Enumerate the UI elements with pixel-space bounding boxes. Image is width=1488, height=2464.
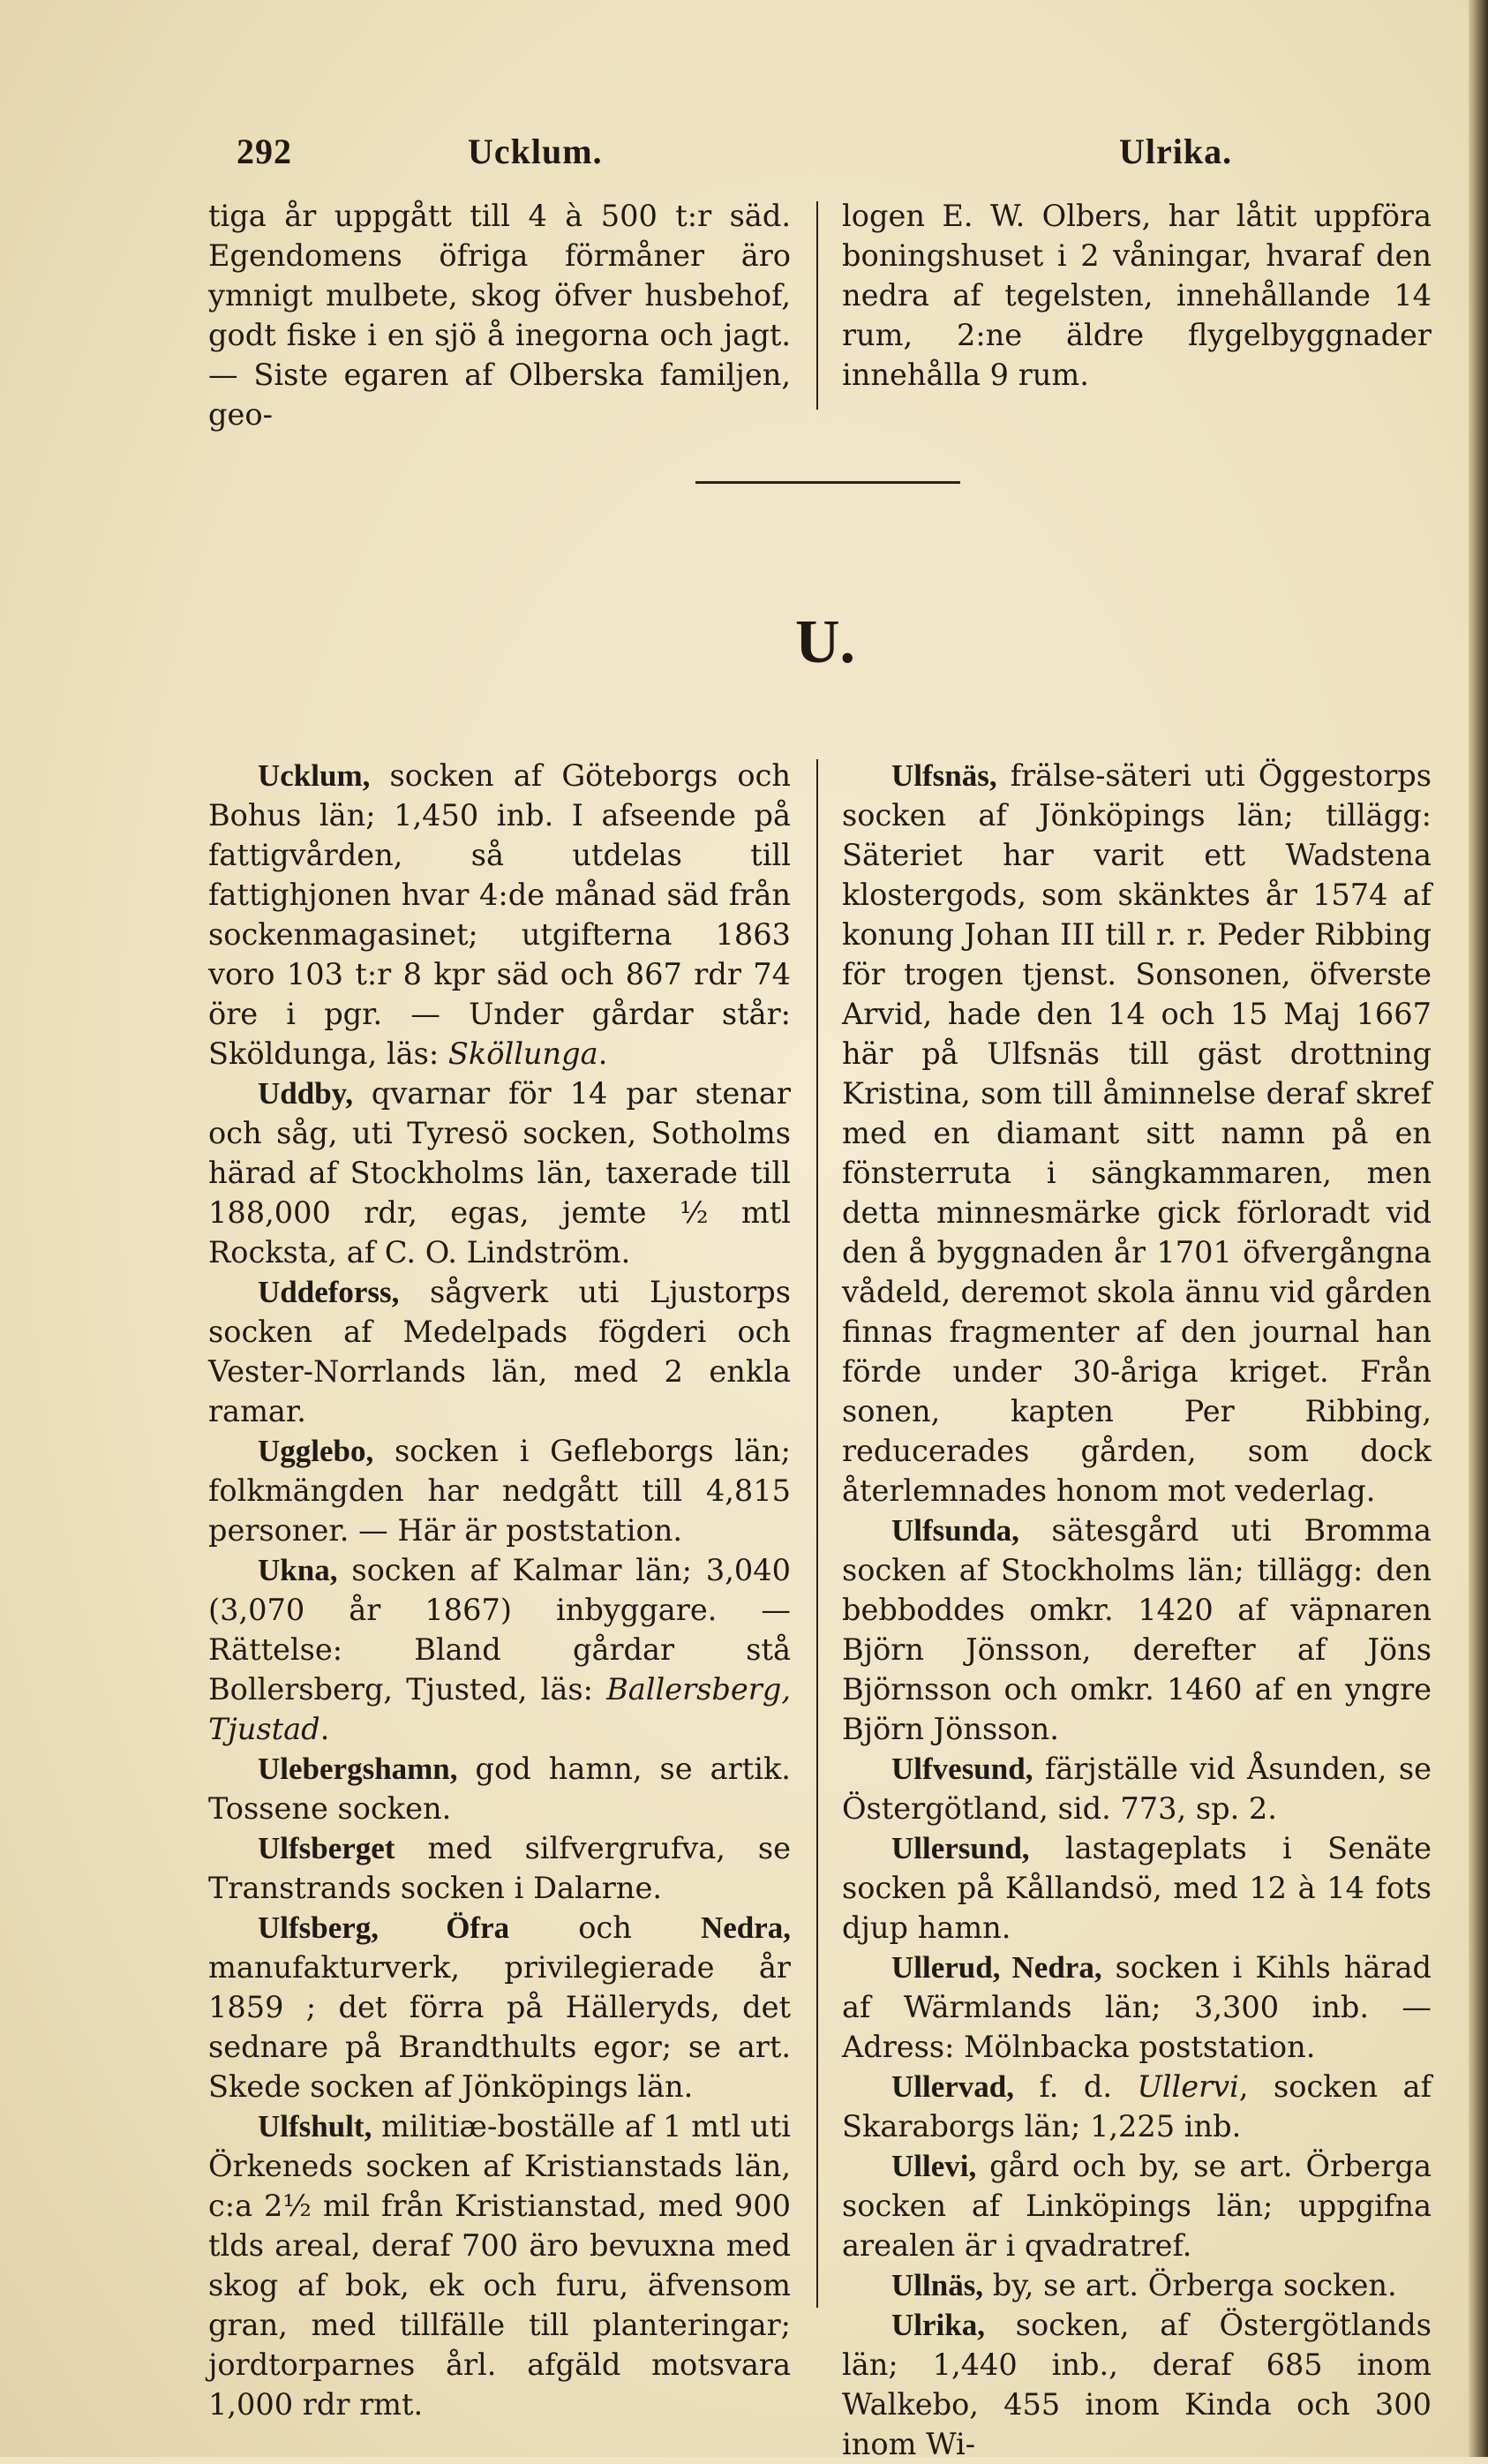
page-edge-shadow bbox=[1469, 0, 1488, 2457]
running-header bbox=[0, 131, 1488, 184]
entry-headword: Ulfvesund, bbox=[891, 1752, 1033, 1786]
entry bbox=[842, 2305, 1432, 2464]
entry bbox=[208, 1431, 791, 1550]
entry-headword: Ukna, bbox=[258, 1553, 338, 1587]
continuation-text-left: tiga år uppgått till 4 à 500 t:r säd. Egendomens öfriga förmåner äro ymnigt mulbete, skog öfver husbehof, godt fiske i en sjö å inegorna och jagt. — Siste egaren af Olberska familjen, geo- bbox=[208, 199, 791, 432]
entry-text: med silfvergrufva, se Transtrands socken i Dalarne. bbox=[208, 1831, 791, 1905]
entry-headword: Nedra, bbox=[700, 1910, 791, 1945]
entry-headword: Ullerud, Nedra, bbox=[891, 1950, 1102, 1985]
entry-italic-text: Ballersberg, Tjustad bbox=[208, 1672, 791, 1746]
entry-italic-text: Sköllunga bbox=[447, 1036, 598, 1071]
entry-text: manufakturverk, privilegierade år 1859 ; det förra på Hälleryds, det sednare på Brandthults egor; se art. Skede socken af Jönköpings län. bbox=[208, 1950, 791, 2104]
entry-headword: Ucklum, bbox=[258, 758, 371, 793]
entry bbox=[842, 1828, 1432, 1948]
entry-headword: Ulrika, bbox=[891, 2308, 985, 2342]
entry-text: qvarnar för 14 par stenar och såg, uti Tyresö socken, Sotholms härad af Stockholms län, taxerade till 188,000 rdr, egas, jemte ½ mtl Rocksta, af C. O. Lindström. bbox=[208, 1076, 791, 1270]
entry bbox=[208, 1272, 791, 1431]
section-letter: U. bbox=[794, 608, 856, 676]
entry-headword: Ullnäs, bbox=[891, 2268, 984, 2302]
section-rule bbox=[695, 481, 960, 484]
entry-text: militiæ-boställe af 1 mtl uti Örkeneds socken af Kristianstads län, c:a 2½ mil från Kristianstad, med 900 tlds areal, deraf 700 äro bevuxna med skog af bok, ek och furu, äfvensom gran, med tillfälle till planteringar; jordtorparnes årl. afgäld motsvara 1,000 rdr rmt. bbox=[208, 2109, 791, 2422]
entry-text: och bbox=[509, 1910, 701, 1945]
continuation-text-right: logen E. W. Olbers, har låtit uppföra boningshuset i 2 våningar, hvaraf den nedra af tegelsten, innehållande 14 rum, 2:ne äldre flygelbyggnader innehålla 9 rum. bbox=[842, 199, 1432, 392]
entry bbox=[208, 2106, 791, 2424]
entry-text: , socken af Skaraborgs län; 1,225 inb. bbox=[842, 2069, 1432, 2144]
entry-italic-text: Ullervi bbox=[1137, 2069, 1239, 2104]
entry bbox=[208, 1828, 791, 1908]
entry bbox=[842, 1511, 1432, 1749]
top-left-column bbox=[208, 196, 791, 434]
entry bbox=[208, 1074, 791, 1272]
entry-headword: Ullervad, bbox=[891, 2069, 1015, 2104]
entry bbox=[208, 1749, 791, 1828]
entry-text: gård och by, se art. Örberga socken af Linköpings län; uppgifna arealen är i qvadratref. bbox=[842, 2149, 1432, 2263]
page-number: 292 bbox=[237, 132, 292, 171]
entry bbox=[208, 1550, 791, 1749]
left-running-head: Ucklum. bbox=[468, 132, 603, 171]
right-entries-column bbox=[842, 756, 1432, 2464]
entry-headword: Uddby, bbox=[258, 1076, 353, 1111]
entry-headword: Ullersund, bbox=[891, 1831, 1030, 1865]
entry-headword: Ulfsunda, bbox=[891, 1513, 1019, 1548]
entry-text: by, se art. Örberga socken. bbox=[983, 2268, 1397, 2302]
column-divider-main bbox=[816, 759, 818, 2308]
entry-headword: Ugglebo, bbox=[258, 1434, 374, 1468]
entry-text: socken af Göteborgs och Bohus län; 1,450 inb. I afseende på fattigvården, så utdelas till fattighjonen hvar 4:de månad säd från sockenmagasinet; utgifterna 1863 voro 103 t:r 8 kpr säd och 867 rdr 74 öre i pgr. — Under gårdar står: Sköldunga, läs: bbox=[208, 758, 791, 1071]
entry-text: sågverk uti Ljustorps socken af Medelpads fögderi och Vester-Norrlands län, med 2 enkla ramar. bbox=[208, 1275, 791, 1428]
entry-text: socken i Kihls härad af Wärmlands län; 3,300 inb. — Adress: Mölnbacka poststation. bbox=[842, 1950, 1432, 2064]
left-entries-column bbox=[208, 756, 791, 2424]
entry bbox=[842, 2146, 1432, 2265]
entry-headword: Uddeforss, bbox=[258, 1275, 400, 1309]
entry bbox=[208, 1908, 791, 2106]
entry-text: frälse-säteri uti Öggestorps socken af Jönköpings län; tillägg: Säteriet har varit ett Wadstena klostergods, som skänktes år 1574 af konung Johan III till r. r. Peder Ribbing för trogen tjenst. Sonsonen, öfverste Arvid, hade den 14 och 15 Maj 1667 här på Ulfsnäs till gäst drottning Kristina, som till åminnelse deraf skref med en diamant sitt namn på en fönsterruta i sängkammaren, men detta minnesmärke gick förloradt vid den å byggnaden år 1701 öfvergångna vådeld, deremot skola ännu vid gården finnas fragmenter af den journal han förde under 30-åriga kriget. Från sonen, kapten Per Ribbing, reducerades gården, som dock återlemnades honom mot vederlag. bbox=[842, 758, 1432, 1508]
entry-headword: Ulfsberget bbox=[258, 1831, 395, 1865]
entry-text: f. d. bbox=[1014, 2069, 1138, 2104]
entry-text: lastageplats i Senäte socken på Kållandsö, med 12 à 14 fots djup hamn. bbox=[842, 1831, 1432, 1945]
entry-headword: Ulfshult, bbox=[258, 2109, 372, 2144]
entry bbox=[842, 2067, 1432, 2146]
entry-text: . bbox=[319, 1712, 330, 1746]
entry-text: socken i Gefleborgs län; folkmängden har nedgått till 4,815 personer. — Här är poststation. bbox=[208, 1434, 791, 1548]
entry-text: färjställe vid Åsunden, se Östergötland, sid. 773, sp. 2. bbox=[842, 1752, 1432, 1826]
top-right-column bbox=[842, 196, 1432, 395]
entry-headword: Ulebergshamn, bbox=[258, 1752, 458, 1786]
entry-text: socken, af Östergötlands län; 1,440 inb., deraf 685 inom Walkebo, 455 inom Kinda och 300 inom Wi- bbox=[842, 2308, 1432, 2461]
entry-text: socken af Kalmar län; 3,040 (3,070 år 1867) inbyggare. — Rättelse: Bland gårdar stå Bollersberg, Tjusted, läs: bbox=[208, 1553, 791, 1707]
entry bbox=[842, 2265, 1432, 2305]
entry-headword: Ulfsberg, Öfra bbox=[258, 1910, 510, 1945]
entry-text: sätesgård uti Bromma socken af Stockholms län; tillägg: den bebboddes omkr. 1420 af väpnaren Björn Jönsson, derefter af Jöns Björnsson och omkr. 1460 af en yngre Björn Jönsson. bbox=[842, 1513, 1432, 1746]
entry-text: . bbox=[597, 1036, 608, 1071]
right-running-head: Ulrika. bbox=[1119, 132, 1233, 171]
entry bbox=[208, 756, 791, 1074]
entry bbox=[842, 1749, 1432, 1828]
entry bbox=[842, 756, 1432, 1511]
entry-headword: Ulfsnäs, bbox=[891, 758, 997, 793]
column-divider-top bbox=[816, 201, 818, 410]
entry bbox=[842, 1948, 1432, 2067]
entry-text: god hamn, se artik. Tossene socken. bbox=[208, 1752, 791, 1826]
entry-headword: Ullevi, bbox=[891, 2149, 977, 2183]
